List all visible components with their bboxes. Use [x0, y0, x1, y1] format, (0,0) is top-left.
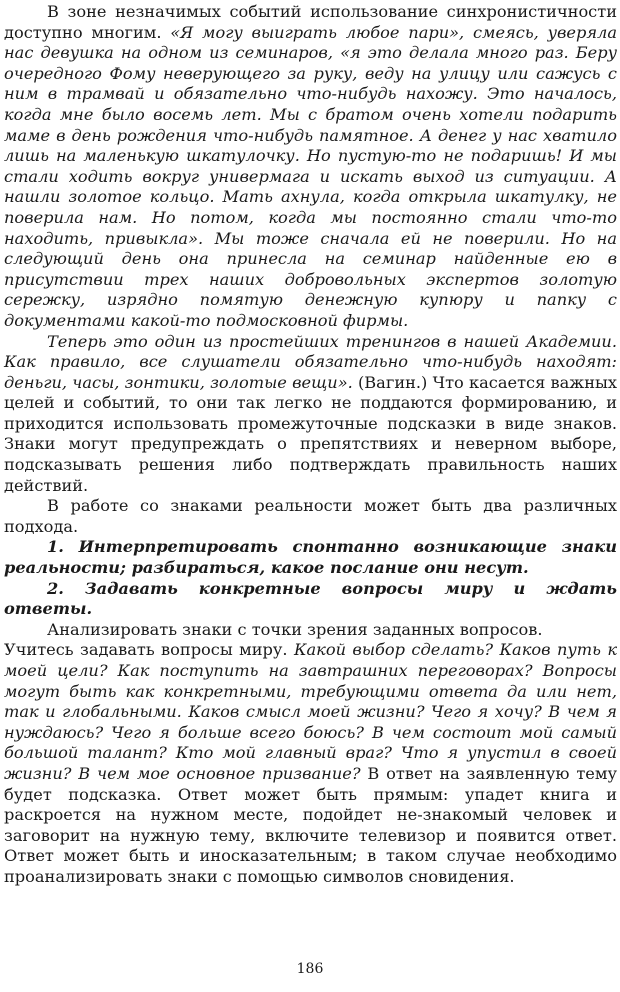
page-number: 186: [296, 961, 324, 977]
closing-sentence-2: Учитесь задавать вопросы миру.: [4, 640, 294, 660]
closing-sentence-1: Анализировать знаки с точки зрения заданных вопросов.: [47, 619, 543, 639]
paragraph-3-body: В работе со знаками реальности может быть два различных подхода.: [4, 496, 617, 536]
paragraph-1-intro: В зоне незначимых событий использование синхронистичности доступно многим.: [4, 2, 617, 42]
paragraph-1: [4, 2, 617, 332]
page-text: [4, 2, 617, 888]
paragraph-2-quote: Теперь это один из простейших тренингов в нашей Академии. Как правило, все слушатели обязательно что-нибудь находят: деньги, часы, зонтики, золотые вещи».: [4, 331, 617, 392]
list-item-1: 1. Интерпретировать спонтанно возникающие знаки реальности; разбираться, какое послание они несут.: [4, 537, 617, 578]
paragraph-3: [4, 496, 617, 537]
closing-body: В ответ на заявленную тему будет подсказка. Ответ может быть прямым: упадет книга и раскроется на нужном месте, подойдет не-знакомый человек и заговорит на нужную тему, включите телевизор и появится ответ. Ответ может быть и иносказательным; в таком случае необходимо проанализировать знаки с помощью символов сновидения.: [4, 763, 617, 886]
list-item-2: 2. Задавать конкретные вопросы миру и ждать ответы.: [4, 578, 617, 619]
paragraph-closing-1: [4, 620, 617, 641]
paragraph-2-body: (Вагин.) Что касается важных целей и событий, то они так легко не поддаются формированию, и приходится использовать промежуточные подсказки в виде знаков. Знаки могут предупреждать о препятствиях и неверном выборе, подсказывать решения либо подтверждать правильность наших действий.: [4, 372, 617, 495]
paragraph-1-quote: «Я могу выиграть любое пари», смеясь, уверяла нас девушка на одном из семинаров, «я это делала много раз. Беру очередного Фому неверующего за руку, веду на улицу или сажусь с ним в трамвай и обязательно что-нибудь нахожу. Это началось, когда мне было восемь лет. Мы с братом очень хотели подарить маме в день рождения что-нибудь памятное. А денег у нас хватило лишь на маленькую шкатулочку. Но пустую-то не подаришь! И мы стали ходить вокруг универмага и искать выход из ситуации. А нашли золотое кольцо. Мать ахнула, когда открыла шкатулку, не поверила нам. Но потом, когда мы постоянно стали что-то находить, привыкла». Мы тоже сначала ей не поверили. Но на следующий день она принесла на семинар найденные ею в присутствии трех наших добровольных экспертов золотую сережку, изрядно помятую денежную купюру и папку с документами какой-то подмосковной фирмы.: [4, 22, 617, 330]
paragraph-2: [4, 332, 617, 497]
paragraph-closing-2: [4, 640, 617, 887]
closing-questions: Какой выбор сделать? Каков путь к моей цели? Как поступить на завтрашних переговорах? Вопросы могут быть как конкретными, требующими ответа да или нет, так и глобальными. Каков смысл моей жизни? Чего я хочу? В чем я нуждаюсь? Чего я больше всего боюсь? В чем состоит мой самый большой талант? Кто мой главный враг? Что я упустил в своей жизни? В чем мое основное призвание?: [4, 640, 617, 783]
